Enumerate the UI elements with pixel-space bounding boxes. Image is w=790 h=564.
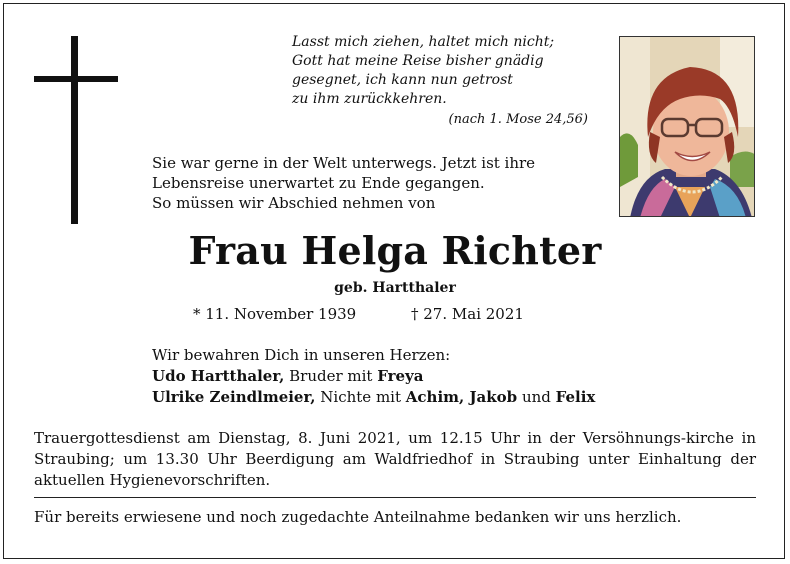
verse-line: zu ihm zurückkehren. [292, 91, 447, 107]
family-intro: Wir bewahren Dich in unseren Herzen: [152, 346, 451, 364]
intro-line: Sie war gerne in der Welt unterwegs. Jetzt ist ihre [152, 154, 536, 172]
family-member-line [152, 366, 595, 387]
relation-text: Nichte mit [315, 388, 406, 406]
family-section [152, 345, 595, 408]
birth-name: geb. Hartthaler [334, 280, 456, 296]
mourner-name: Udo Hartthaler, [152, 367, 285, 385]
portrait-photo [619, 36, 755, 217]
relative-name: Achim, Jakob [405, 388, 518, 406]
intro-line: So müssen wir Abschied nehmen von [152, 194, 436, 212]
deceased-name: Frau Helga Richter [188, 228, 602, 273]
relation-text: Bruder mit [284, 367, 378, 385]
death-date: † 27. Mai 2021 [411, 305, 524, 323]
verse-reference: (nach 1. Mose 24,56) [448, 112, 588, 127]
family-member-line [152, 387, 595, 408]
verse-line: Gott hat meine Reise bisher gnädig [292, 53, 544, 69]
verse-line: Lasst mich ziehen, haltet mich nicht; [292, 34, 555, 50]
bible-verse [292, 33, 588, 129]
service-details: Trauergottesdienst am Dienstag, 8. Juni 2021, um 12.15 Uhr in der Versöhnungs-kirche in Straubing; um 13.30 Uhr Beerdigung am Waldfriedhof in Straubing unter Einhaltung der aktuellen Hygienevorschriften. [34, 429, 756, 489]
intro-text [152, 153, 535, 213]
relative-name: Freya [377, 367, 424, 385]
thanks-note: Für bereits erwiesene und noch zugedachte Anteilnahme bedanken wir uns herzlich. [34, 508, 682, 526]
relative-name: Felix [555, 388, 596, 406]
birth-date: * 11. November 1939 [193, 305, 357, 323]
mourner-name: Ulrike Zeindlmeier, [152, 388, 316, 406]
relation-text: und [517, 388, 556, 406]
verse-line: gesegnet, ich kann nun getrost [292, 72, 513, 88]
divider [34, 497, 756, 498]
intro-line: Lebensreise unerwartet zu Ende gegangen. [152, 174, 485, 192]
